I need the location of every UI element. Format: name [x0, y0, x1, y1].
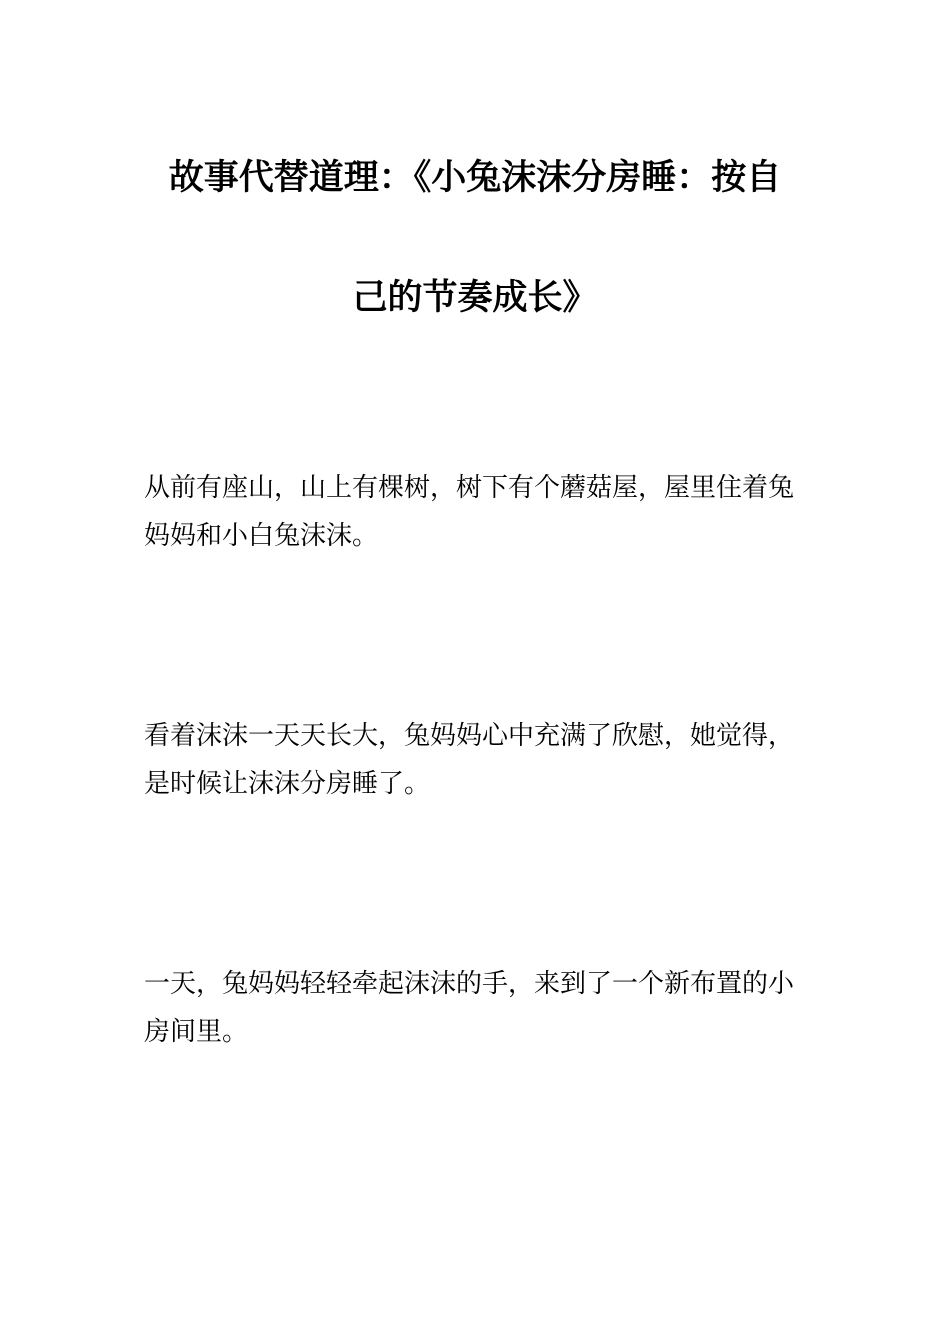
story-paragraph-1: 从前有座山，山上有棵树，树下有个蘑菇屋，屋里住着兔妈妈和小白兔沫沫。 — [144, 473, 795, 551]
document-title-line-2: 己的节奏成长》 — [352, 278, 598, 318]
story-paragraph-2: 看着沫沫一天天长大，兔妈妈心中充满了欣慰，她觉得，是时候让沫沫分房睡了。 — [144, 721, 795, 799]
story-paragraph-3: 一天，兔妈妈轻轻牵起沫沫的手，来到了一个新布置的小房间里。 — [144, 969, 795, 1047]
document-title-line-1: 故事代替道理：《小兔沫沫分房睡：按自 — [168, 158, 782, 198]
